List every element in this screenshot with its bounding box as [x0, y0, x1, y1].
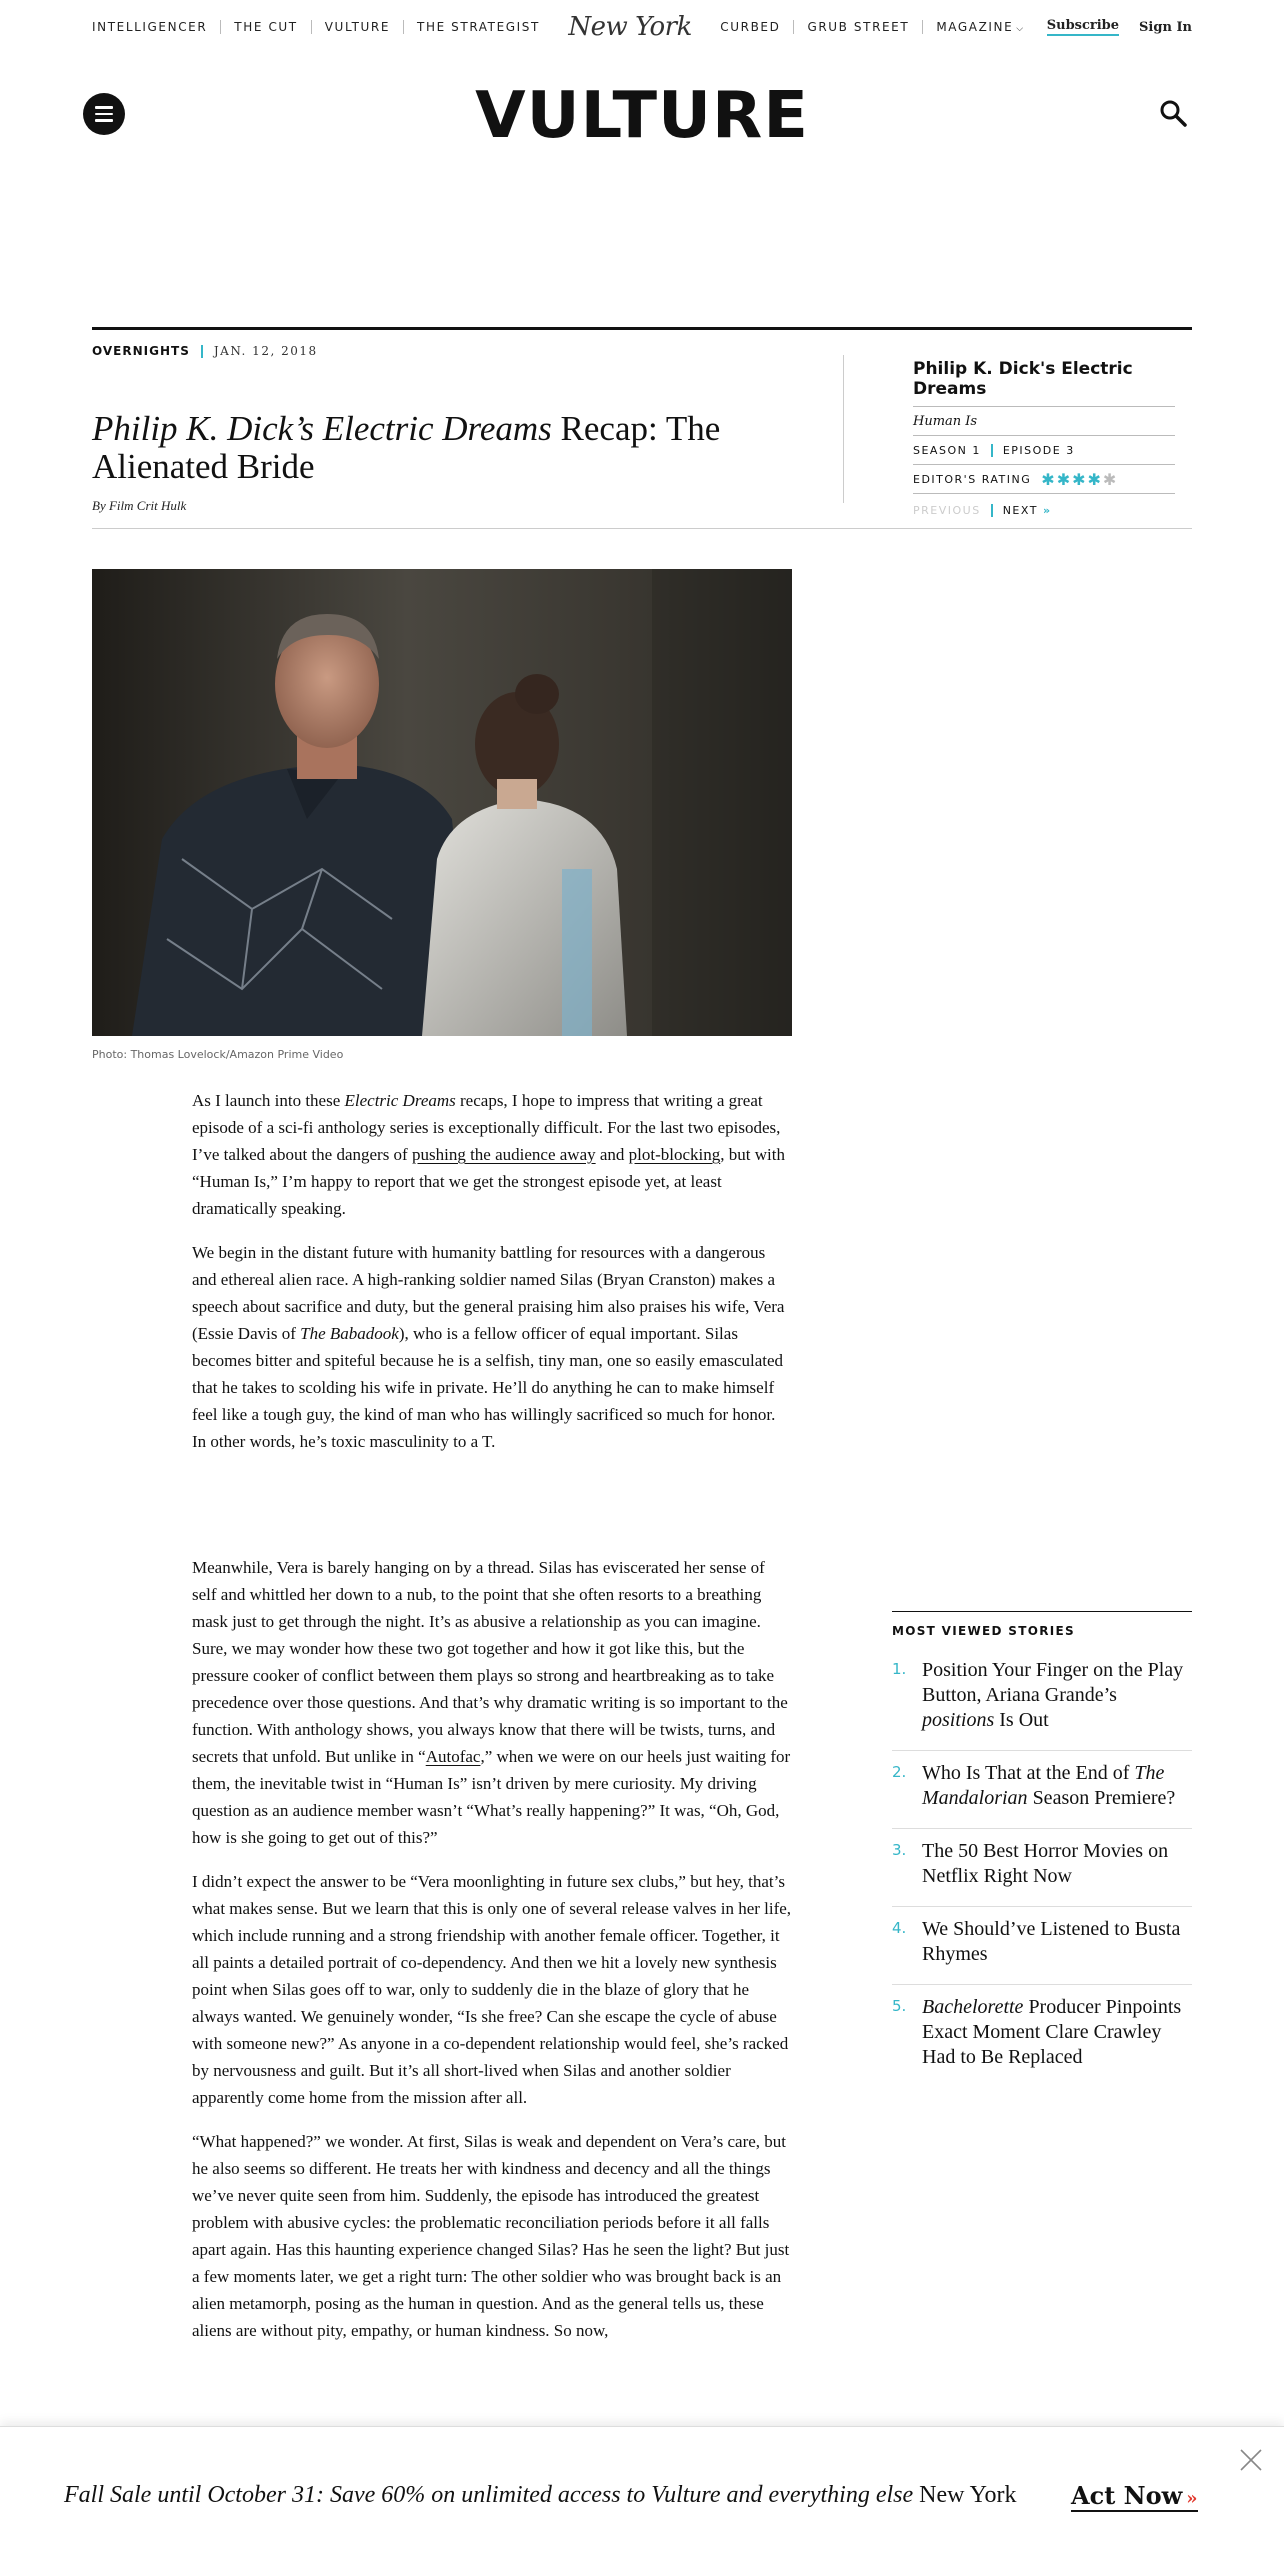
close-icon[interactable]: [1238, 2447, 1264, 2473]
nav-divider: [991, 504, 993, 517]
next-label: NEXT: [1002, 503, 1038, 517]
most-viewed-rule: [892, 1611, 1192, 1612]
title-em: The Mandalorian: [922, 1762, 1165, 1809]
editors-rating-row: [913, 465, 1175, 494]
season-episode-row: [913, 436, 1175, 465]
star-empty-icon: ✱: [1102, 469, 1119, 489]
nav-grub-street[interactable]: GRUB STREET: [807, 20, 910, 34]
film-title-em: The Babadook: [300, 1324, 399, 1343]
most-viewed-headline[interactable]: [922, 1995, 1192, 2070]
double-chevron-right-icon: »: [1042, 503, 1052, 517]
vulture-logo[interactable]: VULTURE: [475, 79, 809, 153]
banner-brand: New York: [913, 2482, 1017, 2508]
body-paragraph: [192, 1087, 792, 1222]
most-viewed-item[interactable]: [892, 1907, 1192, 1985]
publish-date: JAN. 12, 2018: [213, 344, 318, 358]
nav-the-cut[interactable]: THE CUT: [234, 20, 298, 34]
double-chevron-right-icon: »: [1186, 2488, 1198, 2509]
kicker-divider: [201, 345, 203, 358]
banner-message: [64, 2482, 1017, 2509]
next-episode-link[interactable]: [1003, 504, 1052, 517]
most-viewed-rank: 4.: [892, 1919, 907, 1937]
network-nav: [92, 14, 1192, 40]
most-viewed-list: [892, 1648, 1192, 2087]
pushing-audience-away-link[interactable]: pushing the audience away: [411, 1145, 596, 1164]
text-span: and: [595, 1145, 629, 1164]
most-viewed-headline[interactable]: [922, 1761, 1192, 1811]
nav-divider: [220, 20, 221, 34]
star-icon: ✱: [1087, 469, 1103, 489]
text-span: Is Out: [994, 1709, 1049, 1731]
body-paragraph: “What happened?” we wonder. At first, Silas is weak and dependent on Vera’s care, but he also seems so different. He treats her with kindness and decency and all the things we’ve never quite seen from him. Suddenly, the episode has introduced the greatest problem with abusive cycles: the problematic reconciliation periods before it all falls apart again. Has this haunting experience changed Silas? Has he seen the light? But just a few moments later, we get a right turn: The other soldier who was brought back is an alien metamorph, posing as the human in question. And as the general tells us, these aliens are without pity, empathy, or human kindness. So now,: [192, 2132, 790, 2340]
episode-title-row: [913, 407, 1175, 436]
banner-offer: Fall Sale until October 31: Save 60% on unlimited access to Vulture and everything else: [64, 2482, 914, 2508]
network-nav-left: [92, 20, 540, 34]
text-span: Position Your Finger on the Play Button, Ariana Grande’s: [922, 1659, 1184, 1706]
text-span: recaps, I hope to impress that writing a great episode of a sci-fi anthology series is exceptionally difficult. For the last two episodes, I’ve talked about the dangers of: [192, 1091, 781, 1164]
hero-image: [92, 569, 792, 1036]
rating-label: EDITOR'S RATING: [913, 472, 1032, 486]
series-info-box: [913, 355, 1175, 526]
subscribe-link[interactable]: Subscribe: [1047, 18, 1119, 36]
star-icon: ✱: [1056, 469, 1073, 489]
rating-stars: [1041, 470, 1118, 489]
text-span: ), who is a fellow officer of equal important. Silas becomes bitter and spiteful because he is a selfish, tiny man, one so easily emasculated that he takes to scolding his wife in private. He’ll do anything he can to make himself feel like a tough guy, the kind of man who has willingly sacrificed so much for honor. In other words, he’s toxic masculinity to a T.: [192, 1324, 784, 1451]
episode-nav: [913, 494, 1175, 526]
most-viewed-stories: [892, 1611, 1192, 2087]
most-viewed-headline[interactable]: [922, 1658, 1192, 1733]
text-span: The 50 Best Horror Movies on Netflix Right Now: [922, 1840, 1169, 1887]
text-span: We begin in the distant future with humanity battling for resources with a dangerous and ethereal alien race. A high-ranking soldier named Silas (Bryan Cranston) makes a speech about sacrifice and duty, but the general praising him also praises his wife, Vera (Essie Davis of: [192, 1243, 785, 1343]
act-now-button[interactable]: [1071, 2481, 1198, 2512]
body-paragraph: [192, 1239, 792, 1455]
act-now-label: Act Now: [1071, 2481, 1183, 2510]
title-em: positions: [922, 1709, 995, 1731]
most-viewed-headline[interactable]: [922, 1917, 1192, 1967]
most-viewed-item[interactable]: [892, 1829, 1192, 1907]
season-divider: [991, 444, 993, 457]
new-york-logo[interactable]: New York: [568, 12, 692, 42]
plot-blocking-link[interactable]: plot-blocking: [628, 1145, 721, 1164]
episode-label: EPISODE 3: [1002, 443, 1075, 457]
author-link[interactable]: Film Crit Hulk: [108, 498, 187, 513]
photo-caption: Photo: Thomas Lovelock/Amazon Prime Video: [92, 1048, 344, 1061]
show-title-em: Electric Dreams: [344, 1091, 456, 1110]
nav-intelligencer[interactable]: INTELLIGENCER: [92, 20, 208, 34]
nav-vulture[interactable]: VULTURE: [324, 20, 391, 34]
chevron-down-icon: ⌵: [1016, 24, 1025, 34]
text-span: ,” when we were on our heels just waiting for them, the inevitable twist in “Human Is” isn’t driven by mere curiosity. My driving question as an audience member wasn’t “What’s really happening?” It was, “Oh, God, how is she going to get out of this?”: [192, 1747, 791, 1847]
star-icon: ✱: [1072, 469, 1088, 489]
byline: [92, 498, 186, 514]
most-viewed-item[interactable]: [892, 1648, 1192, 1751]
byline-prefix: By: [92, 498, 109, 513]
nav-divider: [403, 20, 404, 34]
most-viewed-headline[interactable]: [922, 1839, 1192, 1889]
text-span: Season Premiere?: [1027, 1787, 1176, 1809]
episode-title: Human Is: [913, 413, 978, 429]
nav-divider: [311, 20, 312, 34]
page-title: [92, 410, 812, 486]
body-paragraph: [192, 1554, 792, 1851]
text-span: Producer Pinpoints Exact Moment Clare Crawley Had to Be Replaced: [922, 1996, 1182, 2068]
header-divider: [843, 355, 844, 503]
most-viewed-rank: 2.: [892, 1763, 907, 1781]
previous-episode-link: PREVIOUS: [913, 503, 981, 517]
text-span: , but with “Human Is,” I’m happy to report that we get the strongest episode yet, at least dramatically speaking.: [192, 1145, 785, 1218]
header-bottom-rule: [92, 528, 1192, 529]
season-label: SEASON 1: [913, 443, 981, 457]
most-viewed-item[interactable]: [892, 1751, 1192, 1829]
text-span: Meanwhile, Vera is barely hanging on by a thread. Silas has eviscerated her sense of self and whittled her down to a nub, to the point that she often resorts to a breathing mask just to get through the night. It’s as abusive a relationship as you can imagine. Sure, we may wonder how these two got together and how it got like this, but the pressure cooker of conflict between them plays so strong and heartbreaking as to take precedence over those questions. And that’s why dramatic writing is so important to the function. With anthology shows, you always know that there will be twists, turns, and secrets that unfold. But unlike in “: [192, 1558, 788, 1766]
most-viewed-rank: 3.: [892, 1841, 907, 1859]
nav-the-strategist[interactable]: THE STRATEGIST: [417, 20, 540, 34]
search-icon[interactable]: [1158, 98, 1188, 128]
header-rule: [92, 327, 1192, 330]
most-viewed-title: MOST VIEWED STORIES: [892, 1624, 1075, 1638]
sign-in-link[interactable]: Sign In: [1139, 19, 1192, 35]
text-span: Who Is That at the End of: [922, 1762, 1135, 1784]
headline-show-title: Philip K. Dick’s Electric Dreams: [92, 409, 552, 448]
hero-photo-illustration: [92, 569, 792, 1036]
subscription-banner: [0, 2426, 1284, 2568]
nav-curbed[interactable]: CURBED: [720, 20, 781, 34]
star-icon: ✱: [1041, 469, 1057, 489]
title-em: Bachelorette: [922, 1996, 1024, 2018]
body-paragraph: I didn’t expect the answer to be “Vera moonlighting in future sex clubs,” but hey, that’s what makes sense. But we learn that this is only one of several release valves in her life, which include running and a strong friendship with another female officer. Together, it all paints a detailed portrait of co-dependency. And then we hit a lovely new synthesis point when Silas goes off to war, only to suddenly die in the blaze of glory that he always wanted. We genuinely wonder, “Is she free? Can she escape the cycle of abuse with someone new?” As anyone in a co-dependent relationship would feel, she’s racked by nervousness and guilt. But it’s all short-lived when Silas and another soldier apparently come home from the mission after all.: [192, 1872, 792, 2107]
nav-magazine[interactable]: [936, 20, 1024, 34]
nav-divider: [793, 20, 794, 34]
article-body-top: [192, 1087, 792, 1472]
text-span: We Should’ve Listened to Busta Rhymes: [922, 1918, 1181, 1965]
rubric-link[interactable]: OVERNIGHTS: [92, 344, 190, 358]
most-viewed-rank: 5.: [892, 1997, 907, 2015]
article-kicker: [92, 344, 318, 358]
article-body-bottom: [192, 1554, 792, 2361]
autofac-link[interactable]: Autofac: [425, 1747, 481, 1766]
nav-magazine-label: MAGAZINE: [936, 20, 1014, 34]
network-nav-right: [720, 18, 1192, 36]
most-viewed-item[interactable]: [892, 1985, 1192, 2087]
series-title[interactable]: Philip K. Dick's Electric Dreams: [913, 355, 1175, 407]
headline-text: Recap: The Alienated Bride: [92, 409, 721, 486]
text-span: As I launch into these: [192, 1091, 345, 1110]
most-viewed-rank: 1.: [892, 1660, 907, 1678]
nav-divider: [922, 20, 923, 34]
